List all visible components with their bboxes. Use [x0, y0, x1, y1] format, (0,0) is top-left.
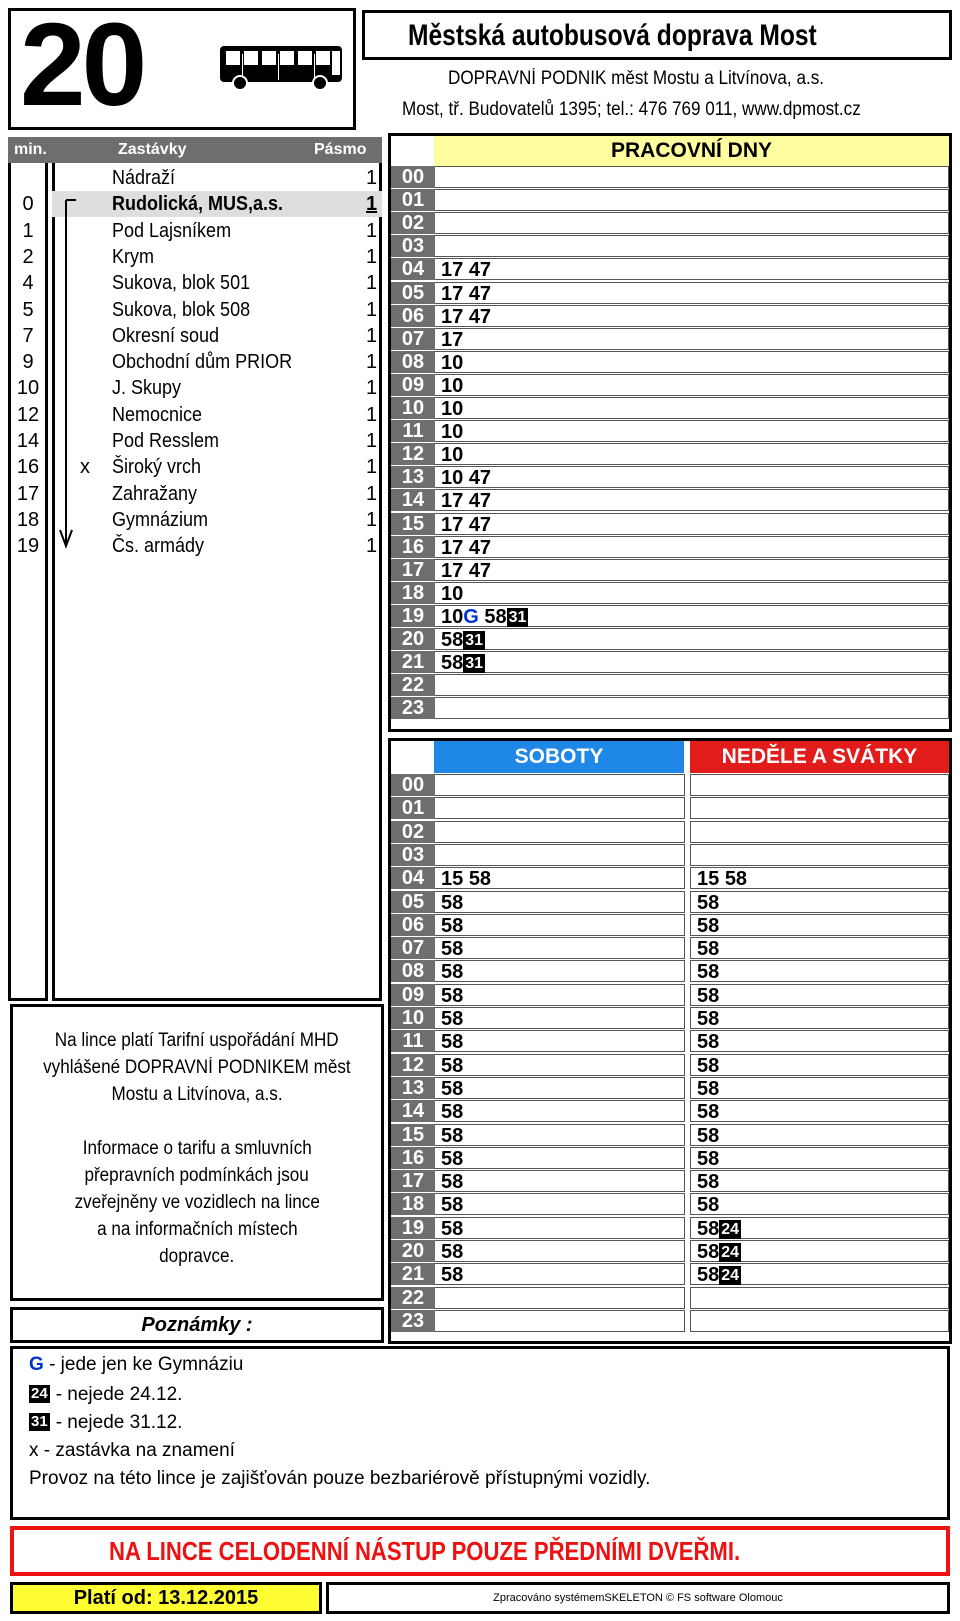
hour-cell: 00 — [391, 166, 435, 188]
departure-time: 58 — [441, 1124, 464, 1147]
departure-time: 17 — [441, 490, 464, 513]
hour-cell: 06 — [391, 305, 435, 327]
departure-time: 47 — [468, 513, 492, 536]
departure-time: 58 — [441, 1077, 464, 1100]
departure-time: 10 — [441, 582, 464, 605]
departure-time: 58 — [697, 938, 720, 961]
hour-cell: 03 — [391, 844, 435, 866]
departure-time: 10 — [441, 467, 464, 490]
departure-time: 58 — [697, 891, 720, 914]
hour-cell: 17 — [391, 559, 435, 581]
sunday-header: NEDĚLE A SVÁTKY — [690, 741, 949, 773]
weekday-departures — [435, 397, 949, 419]
departure-time: 47 — [468, 559, 492, 582]
departure-time: 58 — [441, 914, 464, 937]
departure-time: 58 — [697, 1264, 720, 1287]
departure-time: 17 — [441, 328, 464, 351]
hour-cell: 13 — [391, 1077, 435, 1099]
hour-cell: 05 — [391, 282, 435, 304]
stop-minute: 9 — [22, 351, 34, 374]
weekday-departures — [435, 305, 949, 327]
saturday-departures — [435, 1054, 685, 1076]
stop-zone: 1 — [366, 403, 378, 426]
tariff-line: vyhlášené DOPRAVNÍ PODNIKEM měst — [43, 1057, 351, 1078]
line-number: 20 — [20, 0, 144, 131]
sunday-departures — [690, 1077, 949, 1099]
departure-time: 17 — [441, 513, 464, 536]
stop-minute: 12 — [16, 403, 40, 426]
note-g: G - jede jen ke Gymnáziu — [29, 1354, 244, 1375]
sunday-departures — [690, 1240, 949, 1262]
sunday-departures — [690, 1310, 949, 1332]
departure-time: 47 — [468, 490, 492, 513]
stop-minute: 7 — [22, 324, 34, 347]
weekday-departures — [435, 605, 949, 627]
hour-cell: 19 — [391, 1217, 435, 1239]
hour-cell: 08 — [391, 960, 435, 982]
hour-cell: 14 — [391, 1100, 435, 1122]
stop-zone: 1 — [366, 351, 378, 374]
note-barrier-free: Provoz na této lince je zajišťován pouze bezbariérově přístupnými vozidly. — [29, 1468, 651, 1489]
saturday-departures — [435, 867, 685, 889]
weekday-departures — [435, 536, 949, 558]
hour-cell: 02 — [391, 212, 435, 234]
stop-zone: 1 — [366, 298, 378, 321]
stop-zone: 1 — [366, 193, 378, 216]
weekday-departures — [435, 420, 949, 442]
sunday-departures — [690, 1054, 949, 1076]
hour-cell: 01 — [391, 797, 435, 819]
departure-time: 58 — [697, 1147, 720, 1170]
departure-time: 58 — [441, 938, 464, 961]
tariff-line: Informace o tarifu a smluvních — [82, 1138, 312, 1159]
exception-badge: 24 — [721, 1244, 740, 1261]
stop-name: Nádraží — [112, 167, 176, 189]
weekday-departures — [435, 282, 949, 304]
departure-time: 58 — [441, 1101, 464, 1124]
weekday-departures — [435, 351, 949, 373]
departure-time: 47 — [468, 305, 492, 328]
saturday-departures — [435, 797, 685, 819]
sunday-departures — [690, 937, 949, 959]
g-badge: G — [29, 1354, 44, 1375]
stop-zone: 1 — [366, 324, 378, 347]
departure-time: 58 — [697, 1054, 720, 1077]
company-title: Městská autobusová doprava Most — [362, 10, 952, 60]
hour-cell: 03 — [391, 235, 435, 257]
stops-header-label: Zastávky — [118, 141, 187, 158]
min-header: min. — [14, 141, 47, 158]
departure-time: 10 — [441, 398, 464, 420]
hour-cell: 12 — [391, 1054, 435, 1076]
stop-name: J. Skupy — [112, 377, 182, 400]
saturday-departures — [435, 1124, 685, 1146]
weekday-departures — [435, 628, 949, 650]
weekday-departures — [435, 697, 949, 719]
departure-time: 58 — [441, 1054, 464, 1077]
departure-time: 10 — [441, 421, 464, 444]
departure-time: 58 — [441, 1194, 464, 1217]
weekday-departures — [435, 674, 949, 696]
departure-time: 10 — [441, 605, 464, 628]
stop-name: Sukova, blok 508 — [112, 298, 251, 321]
departure-time: 58 — [441, 1171, 464, 1194]
sunday-departures — [690, 1287, 949, 1309]
hour-cell: 09 — [391, 374, 435, 396]
hour-cell: 20 — [391, 628, 435, 650]
saturday-departures — [435, 1030, 685, 1052]
hour-cell: 23 — [391, 697, 435, 719]
departure-time: 10 — [441, 351, 464, 374]
stop-zone: 1 — [366, 245, 378, 268]
sunday-departures — [690, 1170, 949, 1192]
stop-name: Zahražany — [112, 482, 198, 505]
hour-cell: 09 — [391, 984, 435, 1006]
departure-time: 58 — [697, 1217, 720, 1240]
stop-name: Sukova, blok 501 — [112, 272, 251, 295]
weekday-departures — [435, 166, 949, 188]
departure-time: 17 — [441, 259, 464, 282]
sunday-departures — [690, 891, 949, 913]
tariff-line: zveřejněny ve vozidlech na lince — [74, 1192, 320, 1213]
weekday-departures — [435, 513, 949, 535]
stop-row — [8, 165, 382, 191]
saturday-departures — [435, 1287, 685, 1309]
saturday-departures — [435, 774, 685, 796]
weekday-departures — [435, 189, 949, 211]
departure-time: 58 — [441, 629, 464, 651]
hour-cell: 10 — [391, 1007, 435, 1029]
departure-time: 58 — [441, 1147, 464, 1170]
hour-cell: 15 — [391, 513, 435, 535]
weekday-departures — [435, 212, 949, 234]
departure-time: 47 — [468, 259, 492, 282]
request-stop-flag: x — [80, 456, 90, 479]
g-badge: G — [463, 605, 479, 628]
departure-time: 58 — [697, 1171, 720, 1194]
hour-cell: 21 — [391, 651, 435, 673]
departure-time: 58 — [697, 1241, 720, 1263]
sunday-departures — [690, 914, 949, 936]
stop-name: Gymnázium — [112, 508, 209, 531]
departure-time: 17 — [441, 559, 464, 582]
sunday-departures — [690, 960, 949, 982]
hour-cell: 15 — [391, 1124, 435, 1146]
route-arrow-icon — [58, 194, 78, 554]
saturday-departures — [435, 844, 685, 866]
saturday-departures — [435, 937, 685, 959]
departure-time: 58 — [441, 1031, 464, 1054]
weekday-departures — [435, 466, 949, 488]
stop-minute: 4 — [22, 272, 34, 295]
stop-minute: 14 — [16, 430, 40, 452]
departure-time: 58 — [697, 914, 720, 937]
departure-time: 17 — [441, 282, 464, 305]
stop-zone: 1 — [366, 535, 378, 558]
stop-zone: 1 — [366, 167, 378, 189]
bus-icon — [218, 42, 346, 92]
hour-cell: 11 — [391, 1030, 435, 1052]
stop-name: Krym — [112, 245, 155, 268]
operator-name: DOPRAVNÍ PODNIK měst Mostu a Litvínova, a.s. — [448, 68, 825, 89]
sunday-departures — [690, 1100, 949, 1122]
sunday-departures — [690, 1263, 949, 1285]
stop-minute: 5 — [22, 298, 34, 321]
saturday-departures — [435, 1263, 685, 1285]
departure-time: 58 — [441, 984, 464, 1007]
hour-cell: 14 — [391, 489, 435, 511]
stop-name: Pod Resslem — [112, 430, 220, 452]
stop-zone: 1 — [366, 272, 378, 295]
hour-cell: 17 — [391, 1170, 435, 1192]
tariff-info — [10, 1004, 384, 1301]
departure-time: 58 — [697, 1124, 720, 1147]
departure-time: 58 — [697, 961, 720, 984]
saturday-departures — [435, 1147, 685, 1169]
stop-minute: 16 — [16, 456, 40, 479]
sunday-departures — [690, 821, 949, 843]
notes-title: Poznámky : — [10, 1307, 384, 1343]
departure-time: 10 — [441, 374, 464, 397]
weekday-departures — [435, 489, 949, 511]
hour-cell: 02 — [391, 821, 435, 843]
hour-cell: 23 — [391, 1310, 435, 1332]
operator-address: Most, tř. Budovatelů 1395; tel.: 476 769 011, www.dpmost.cz — [402, 99, 861, 120]
stops-header — [8, 137, 382, 163]
note-x: x - zastávka na znamení — [29, 1440, 235, 1461]
saturday-departures — [435, 914, 685, 936]
departure-time: 58 — [724, 868, 748, 891]
saturday-departures — [435, 1100, 685, 1122]
departure-time: 17 — [441, 305, 464, 328]
departure-time: 58 — [441, 891, 464, 914]
stop-name: Čs. armády — [112, 535, 205, 558]
stop-zone: 1 — [366, 219, 378, 242]
departure-time: 58 — [697, 1008, 720, 1030]
stop-minute: 19 — [16, 535, 40, 558]
stop-zone: 1 — [366, 456, 378, 479]
departure-time: 58 — [468, 868, 492, 891]
note-24: 24 - nejede 24.12. — [31, 1384, 183, 1405]
exception-badge: 31 — [508, 608, 527, 626]
tariff-line — [13, 1108, 381, 1135]
hour-cell: 22 — [391, 1287, 435, 1309]
stop-name: Nemocnice — [112, 403, 203, 426]
hour-cell: 11 — [391, 420, 435, 442]
credit: Zpracováno systémemSKELETON © FS software Olomouc — [326, 1582, 950, 1614]
stop-name: Okresní soud — [112, 324, 220, 347]
stop-zone: 1 — [366, 377, 378, 400]
departure-time: 47 — [468, 467, 492, 490]
departure-time: 47 — [468, 282, 492, 305]
hour-cell: 06 — [391, 914, 435, 936]
saturday-departures — [435, 1310, 685, 1332]
hour-cell: 10 — [391, 397, 435, 419]
hour-cell: 20 — [391, 1240, 435, 1262]
weekday-header: PRACOVNÍ DNY — [434, 136, 949, 166]
saturday-departures — [435, 1170, 685, 1192]
stop-name: Rudolická, MUS,a.s. — [112, 193, 284, 216]
stop-name: Pod Lajsníkem — [112, 219, 232, 242]
saturday-departures — [435, 960, 685, 982]
hour-cell: 16 — [391, 1147, 435, 1169]
exception-badge: 31 — [465, 632, 484, 649]
stop-zone: 1 — [366, 482, 378, 505]
departure-time: 10 — [441, 444, 464, 467]
sunday-departures — [690, 1007, 949, 1029]
hour-cell: 12 — [391, 443, 435, 465]
exception-badge: 31 — [465, 655, 484, 673]
hour-cell: 01 — [391, 189, 435, 211]
stop-name: Široký vrch — [112, 456, 202, 479]
weekday-departures — [435, 258, 949, 280]
departure-time: 58 — [441, 1264, 464, 1287]
hour-cell: 22 — [391, 674, 435, 696]
stop-minute: 10 — [16, 377, 40, 400]
stop-minute: 17 — [16, 482, 40, 505]
exception-badge: 24 — [721, 1267, 740, 1285]
exception-badge: 24 — [721, 1220, 740, 1238]
hour-cell: 07 — [391, 937, 435, 959]
stop-zone: 1 — [366, 508, 378, 531]
stop-name: Obchodní dům PRIOR — [112, 351, 293, 374]
stop-minute: 1 — [22, 219, 34, 242]
hour-cell: 16 — [391, 536, 435, 558]
hour-cell: 07 — [391, 328, 435, 350]
badge-31: 31 — [31, 1413, 48, 1430]
sunday-departures — [690, 844, 949, 866]
departure-time: 17 — [441, 536, 464, 559]
weekday-departures — [435, 328, 949, 350]
tariff-line: dopravce. — [159, 1246, 235, 1267]
weekday-departures — [435, 443, 949, 465]
weekday-departures — [435, 374, 949, 396]
hour-cell: 19 — [391, 605, 435, 627]
sunday-departures — [690, 774, 949, 796]
departure-time: 58 — [441, 1217, 464, 1240]
front-door-warning: NA LINCE CELODENNÍ NÁSTUP POUZE PŘEDNÍMI DVEŘMI. — [10, 1526, 950, 1576]
weekday-departures — [435, 651, 949, 673]
sunday-departures — [690, 1193, 949, 1215]
stop-minute: 18 — [16, 508, 40, 531]
sunday-departures — [690, 797, 949, 819]
sunday-departures — [690, 984, 949, 1006]
tariff-line: Na lince platí Tarifní uspořádání MHD — [55, 1030, 339, 1051]
weekday-departures — [435, 559, 949, 581]
saturday-departures — [435, 1240, 685, 1262]
badge-24: 24 — [31, 1385, 48, 1402]
tariff-line: a na informačních místech — [96, 1219, 298, 1240]
sunday-departures — [690, 1030, 949, 1052]
hour-cell: 04 — [391, 867, 435, 889]
valid-from: Platí od: 13.12.2015 — [10, 1582, 322, 1614]
saturday-departures — [435, 984, 685, 1006]
departure-time: 58 — [697, 1194, 720, 1217]
sunday-departures — [690, 867, 949, 889]
departure-time: 15 — [441, 868, 464, 891]
departure-time: 15 — [697, 868, 720, 891]
hour-cell: 05 — [391, 891, 435, 913]
sunday-departures — [690, 1124, 949, 1146]
saturday-departures — [435, 821, 685, 843]
hour-cell: 04 — [391, 258, 435, 280]
saturday-departures — [435, 891, 685, 913]
hour-cell: 18 — [391, 1193, 435, 1215]
saturday-departures — [435, 1193, 685, 1215]
hour-cell: 21 — [391, 1263, 435, 1285]
departure-time: 58 — [697, 1077, 720, 1100]
zone-header: Pásmo — [314, 141, 367, 158]
hour-cell: 08 — [391, 351, 435, 373]
stop-minute: 0 — [22, 193, 34, 216]
departure-time: 47 — [468, 536, 492, 559]
hour-cell: 18 — [391, 582, 435, 604]
tariff-line: přepravních podmínkách jsou — [84, 1165, 310, 1186]
departure-time: 58 — [697, 1101, 720, 1124]
departure-time: 58 — [697, 1031, 720, 1054]
departure-time: 58 — [441, 652, 464, 675]
notes-box — [10, 1346, 950, 1520]
stop-minute: 2 — [22, 245, 34, 268]
departure-time: 58 — [484, 605, 507, 628]
departure-time: 58 — [697, 984, 720, 1007]
tariff-line: Mostu a Litvínova, a.s. — [111, 1084, 283, 1105]
saturday-departures — [435, 1217, 685, 1239]
sunday-departures — [690, 1217, 949, 1239]
weekday-departures — [435, 582, 949, 604]
departure-time: 58 — [441, 961, 464, 984]
saturday-departures — [435, 1077, 685, 1099]
weekday-departures — [435, 235, 949, 257]
note-31: 31 - nejede 31.12. — [31, 1412, 183, 1433]
saturday-departures — [435, 1007, 685, 1029]
departure-time: 58 — [441, 1241, 464, 1263]
hour-cell: 00 — [391, 774, 435, 796]
stop-zone: 1 — [366, 430, 378, 452]
departure-time: 58 — [441, 1008, 464, 1030]
sunday-departures — [690, 1147, 949, 1169]
saturday-header: SOBOTY — [434, 741, 684, 773]
hour-cell: 13 — [391, 466, 435, 488]
